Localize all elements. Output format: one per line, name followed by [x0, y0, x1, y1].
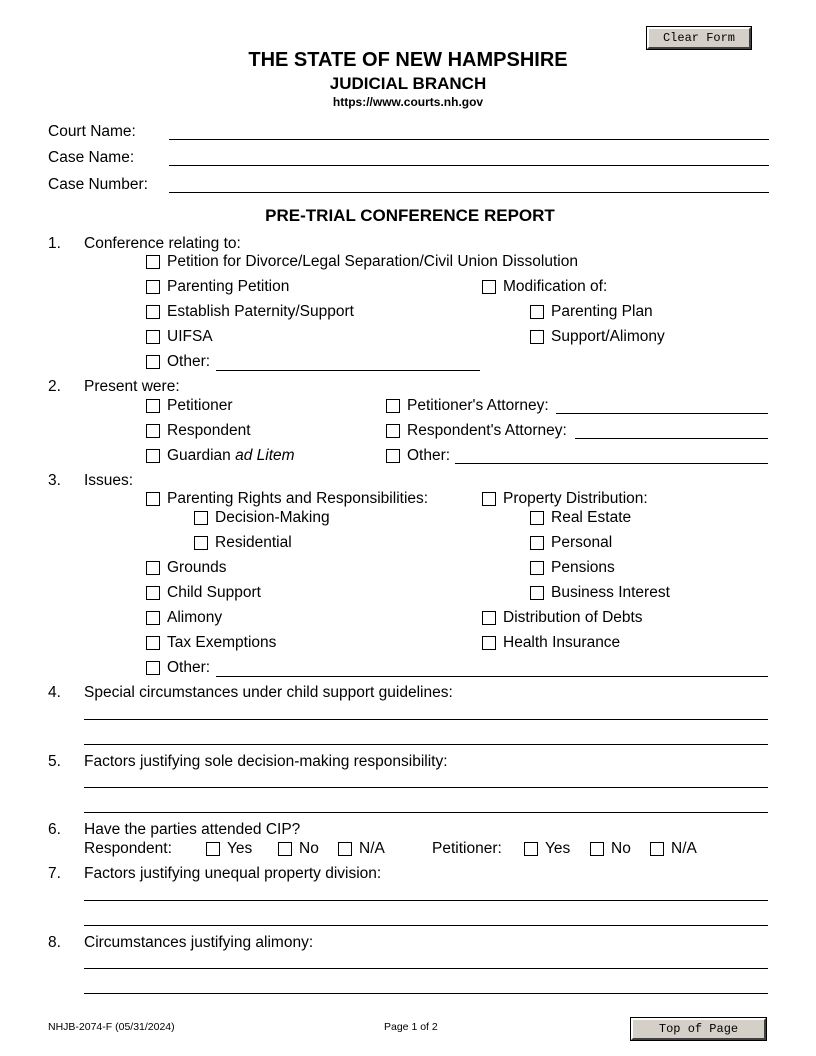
case-number-field[interactable] — [169, 192, 769, 193]
petition-divorce-label: Petition for Divorce/Legal Separation/Civil Union Dissolution — [167, 253, 578, 270]
section2-other-label: Other: — [407, 447, 451, 464]
establish-paternity-label: Establish Paternity/Support — [167, 303, 354, 320]
checkbox-property-distribution[interactable] — [482, 492, 496, 506]
decision-making-label: Decision-Making — [215, 509, 330, 526]
respondent-cip-na-label: N/A — [359, 840, 385, 857]
court-name-field[interactable] — [169, 139, 769, 140]
checkbox-support-alimony[interactable] — [530, 330, 544, 344]
report-title: PRE-TRIAL CONFERENCE REPORT — [265, 206, 555, 225]
parenting-rights-label: Parenting Rights and Responsibilities: — [167, 490, 429, 507]
petitioner-cip-no-label: No — [611, 840, 631, 857]
respondents-attorney-label: Respondent's Attorney: — [407, 422, 567, 439]
checkbox-petitioner-cip-no[interactable] — [590, 842, 604, 856]
section7-number: 7. — [48, 865, 61, 882]
section5-label: Factors justifying sole decision-making responsibility: — [84, 753, 448, 770]
checkbox-section2-other[interactable] — [386, 449, 400, 463]
pensions-label: Pensions — [551, 559, 615, 576]
parenting-petition-label: Parenting Petition — [167, 278, 290, 295]
checkbox-section3-other[interactable] — [146, 661, 160, 675]
section1-other-field[interactable] — [216, 370, 480, 371]
section8-label: Circumstances justifying alimony: — [84, 934, 314, 951]
checkbox-petition-divorce[interactable] — [146, 255, 160, 269]
real-estate-label: Real Estate — [551, 509, 632, 526]
checkbox-petitioners-attorney[interactable] — [386, 399, 400, 413]
checkbox-pensions[interactable] — [530, 561, 544, 575]
form-id: NHJB-2074-F (05/31/2024) — [48, 1021, 175, 1033]
petitioner-label: Petitioner — [167, 397, 233, 414]
cip-petitioner-label: Petitioner: — [432, 840, 502, 857]
alimony-label: Alimony — [167, 609, 223, 626]
uifsa-label: UIFSA — [167, 328, 213, 345]
section5-line-1[interactable] — [84, 787, 768, 788]
tax-exemptions-label: Tax Exemptions — [167, 634, 277, 651]
business-interest-label: Business Interest — [551, 584, 670, 601]
top-of-page-button[interactable]: Top of Page — [631, 1018, 766, 1040]
parenting-plan-label: Parenting Plan — [551, 303, 653, 320]
section2-label: Present were: — [84, 378, 180, 395]
checkbox-uifsa[interactable] — [146, 330, 160, 344]
checkbox-respondent-cip-no[interactable] — [278, 842, 292, 856]
section6-label: Have the parties attended CIP? — [84, 821, 301, 838]
section7-line-1[interactable] — [84, 900, 768, 901]
checkbox-petitioner[interactable] — [146, 399, 160, 413]
checkbox-business-interest[interactable] — [530, 586, 544, 600]
section8-line-2[interactable] — [84, 993, 768, 994]
section8-number: 8. — [48, 934, 61, 951]
checkbox-parenting-petition[interactable] — [146, 280, 160, 294]
court-url: https://www.courts.nh.gov — [332, 95, 484, 109]
checkbox-decision-making[interactable] — [194, 511, 208, 525]
section4-line-2[interactable] — [84, 744, 768, 745]
checkbox-parenting-plan[interactable] — [530, 305, 544, 319]
section2-other-field[interactable] — [455, 463, 768, 464]
petitioners-attorney-label: Petitioner's Attorney: — [407, 397, 549, 414]
checkbox-parenting-rights[interactable] — [146, 492, 160, 506]
checkbox-tax-exemptions[interactable] — [146, 636, 160, 650]
checkbox-establish-paternity[interactable] — [146, 305, 160, 319]
checkbox-guardian-ad-litem[interactable] — [146, 449, 160, 463]
checkbox-grounds[interactable] — [146, 561, 160, 575]
support-alimony-label: Support/Alimony — [551, 328, 665, 345]
checkbox-respondent-cip-yes[interactable] — [206, 842, 220, 856]
state-title: THE STATE OF NEW HAMPSHIRE — [248, 49, 568, 71]
section4-line-1[interactable] — [84, 719, 768, 720]
section1-label: Conference relating to: — [84, 235, 241, 252]
checkbox-health-insurance[interactable] — [482, 636, 496, 650]
checkbox-respondent-cip-na[interactable] — [338, 842, 352, 856]
respondent-label: Respondent — [167, 422, 251, 439]
checkbox-petitioner-cip-na[interactable] — [650, 842, 664, 856]
case-name-label: Case Name: — [48, 149, 135, 166]
section7-label: Factors justifying unequal property division: — [84, 865, 382, 882]
modification-of-label: Modification of: — [503, 278, 608, 295]
grounds-label: Grounds — [167, 559, 227, 576]
case-name-field[interactable] — [169, 165, 769, 166]
checkbox-respondents-attorney[interactable] — [386, 424, 400, 438]
section5-line-2[interactable] — [84, 812, 768, 813]
respondent-cip-no-label: No — [299, 840, 319, 857]
property-distribution-label: Property Distribution: — [503, 490, 648, 507]
petitioner-cip-na-label: N/A — [671, 840, 697, 857]
branch-title: JUDICIAL BRANCH — [329, 74, 487, 93]
checkbox-respondent[interactable] — [146, 424, 160, 438]
clear-form-button[interactable]: Clear Form — [647, 27, 751, 49]
section3-other-label: Other: — [167, 659, 211, 676]
cip-respondent-label: Respondent: — [84, 840, 172, 857]
section6-number: 6. — [48, 821, 61, 838]
case-number-label: Case Number: — [48, 176, 148, 193]
child-support-label: Child Support — [167, 584, 261, 601]
section7-line-2[interactable] — [84, 925, 768, 926]
section2-number: 2. — [48, 378, 61, 395]
section3-number: 3. — [48, 472, 61, 489]
checkbox-modification-of[interactable] — [482, 280, 496, 294]
personal-label: Personal — [551, 534, 613, 551]
section4-label: Special circumstances under child support guidelines: — [84, 684, 453, 701]
petitioner-cip-yes-label: Yes — [545, 840, 571, 857]
section5-number: 5. — [48, 753, 61, 770]
checkbox-child-support[interactable] — [146, 586, 160, 600]
section3-label: Issues: — [84, 472, 134, 489]
respondents-attorney-field[interactable] — [575, 438, 768, 439]
checkbox-alimony[interactable] — [146, 611, 160, 625]
distribution-of-debts-label: Distribution of Debts — [503, 609, 643, 626]
guardian-ad-litem-label: Guardian ad Litem — [167, 447, 295, 464]
checkbox-distribution-of-debts[interactable] — [482, 611, 496, 625]
section8-line-1[interactable] — [84, 968, 768, 969]
section1-number: 1. — [48, 235, 61, 252]
respondent-cip-yes-label: Yes — [227, 840, 253, 857]
checkbox-petitioner-cip-yes[interactable] — [524, 842, 538, 856]
checkbox-residential[interactable] — [194, 536, 208, 550]
court-name-label: Court Name: — [48, 123, 136, 140]
residential-label: Residential — [215, 534, 292, 551]
checkbox-personal[interactable] — [530, 536, 544, 550]
checkbox-real-estate[interactable] — [530, 511, 544, 525]
page-number: Page 1 of 2 — [384, 1021, 438, 1033]
section3-other-field[interactable] — [216, 676, 768, 677]
petitioners-attorney-field[interactable] — [556, 413, 768, 414]
section4-number: 4. — [48, 684, 61, 701]
checkbox-section1-other[interactable] — [146, 355, 160, 369]
section1-other-label: Other: — [167, 353, 211, 370]
health-insurance-label: Health Insurance — [503, 634, 621, 651]
